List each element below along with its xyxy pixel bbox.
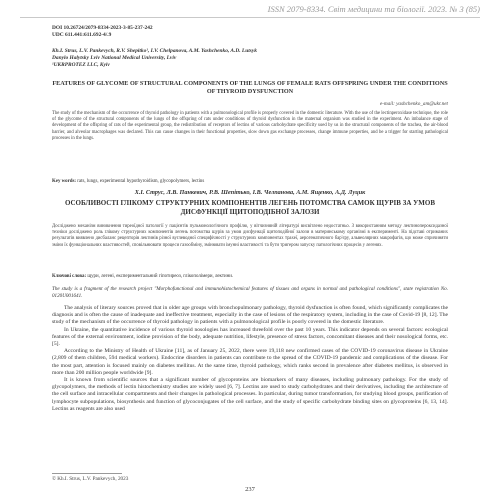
footer-copyright: © Kh.I. Strus, L.V. Pankevych, 2023 xyxy=(52,476,129,482)
body-paragraph: In Ukraine, the quantitative incidence of various thyroid nosologies has increased threefold over the past 10 years. This indicator depends on several factors: ecological features of the external environment, iodine provision of the body, adequate nutrition, lifestyle, presence of stress factors, concomitant diseases and their nosological forms, etc. [5]. xyxy=(52,326,448,348)
page-number: 237 xyxy=(245,486,255,493)
abstract-ua: Досліджено механізм виникнення тиреоїдної патології у пацієнтів пульмонологічного профілю, у вітчизняній літературі висвітлено недостатньо. З використанням методу лектинопероксидазної техніки досліджено роль глікому структурних компонентів легень потомства щурів за умов дисфункції щитоподібної залози в материнському організмі в експерименті. На підставі отриманих результатів виявлено дисбаланс рецепторів лектинів різної вуглеводної специфічності у структурних компонентах трахеї, аерогематичного бар'єру, альвеолярних макрофагів, що може спричиняти зміни їх функціональних властивостей, сповільнювати процеси газообміну, змінювати імунні властивості та бути тригером запуску патологічних процесів у легенях. xyxy=(52,224,448,248)
authors-ua: Х.І. Струс, Л.В. Панкевич, Р.В. Шепітько, І.В. Челпанова, А.М. Ященко, А.Д. Луцик xyxy=(134,189,366,196)
udc-line: UDC 611.441:611.692-4/.9 xyxy=(52,32,112,39)
footer-divider xyxy=(52,473,122,474)
contact-email: e-mail: yashchenko_am@ukr.net xyxy=(379,101,448,107)
affiliation-secondary: ¹UKRPROTEZ LLC, Kyiv xyxy=(52,62,110,69)
research-project-note: The study is a fragment of the research project "Morphofunctional and immunohistochemical features of tissues and organs in normal and pathological conditions", state registration No. 0120U001641. xyxy=(52,286,448,299)
article-body xyxy=(52,305,448,413)
keywords-ua-label: Ключові слова: xyxy=(52,274,87,279)
keywords-en xyxy=(52,179,448,185)
body-paragraph: The analysis of literary sources proved that in older age groups with bronchopulmonary pathology, thyroid dysfunction is often found, which significantly complicates the diagnosis and is often the cause of inadequate and ineffective treatment, especially in the case of lesions of the respiratory system, including in the case of Covid-19 [8, 12]. The study of the mechanism of the occurrence of thyroid pathology in patients with a pulmonological profile is poorly covered in the domestic literature. xyxy=(52,305,448,326)
authors-en: Kh.I. Strus, L.V. Pankevych, R.V. Shepitko¹, I.V. Chelpanova, A.M. Yashchenko, A.D. Lutsyk xyxy=(52,48,257,54)
keywords-ua-values: щури, легені, експериментальний гіпотиреоз, глікополімери, лектини. xyxy=(87,274,234,279)
keywords-ua xyxy=(52,274,448,280)
body-paragraph: According to the Ministry of Health of Ukraine [11], as of January 25, 2022, there were 19,118 new confirmed cases of the COVID-19 coronavirus disease in Ukraine (2,809 of them children, 594 medical workers). Endocrine disorders in patients can contribute to the spread of the COVID-19 pandemic and complications of the disease. For the most part, attention is focused mainly on diabetes mellitus. At the same time, thyroid pathology, which ranks second in prevalence after diabetes mellitus, is observed in more than 200 million people worldwide [9]. xyxy=(52,348,448,376)
authors-block-en xyxy=(52,48,257,70)
keywords-en-values: rats, lungs, experimental hypothyroidism, glycopolymers, lectins xyxy=(77,179,205,184)
affiliation-primary: Danylo Halytsky Lviv National Medical University, Lviv xyxy=(52,55,177,62)
doi-line: DOI 10.26724/2079-8334-2023-3-85-237-242 xyxy=(52,25,153,31)
body-paragraph: It is known from scientific sources that a significant number of glycoproteins are biomarkers of many diseases, including pulmonary pathology. For the study of glycopolymers, the methods of lectin histochemistry studies are widely used [6, 7]. Lectins are used to study carbohydrates and their derivatives, including the architecture of the cell surface and intracellular compartments and their changes in pathological processes. In particular, during tumor transformation, for studying blood groups, purification of lymphocyte subpopulations, biosynthesis and function of glycoconjugates of the cell surface, and the study of specific carbohydrate binding sites on glycoproteins [6, 13, 14]. Lectins as reagents are also used xyxy=(52,377,448,412)
keywords-en-label: Key words: xyxy=(52,179,77,184)
header-divider xyxy=(20,17,480,18)
article-title-ua: ОСОБЛИВОСТІ ГЛІКОМУ СТРУКТУРНИХ КОМПОНЕНТІВ ЛЕГЕНЬ ПОТОМСТВА САМОК ЩУРІВ ЗА УМОВ ДИСФУНКЦІЇ ЩИТОПОДІБНОЇ ЗАЛОЗИ xyxy=(64,199,436,216)
article-meta xyxy=(52,25,153,40)
journal-header: ISSN 2079-8334. Світ медицини та біології. 2023. № 3 (85) xyxy=(267,4,480,14)
abstract-en: The study of the mechanism of the occurrence of thyroid pathology in patients with a pulmonological profile is properly covered in the domestic literature. With the use of the lectinperoxidase technique, the role of the glycome of the structural components of the lungs of the offspring of rats under conditions of thyroid dysfunction in the maternal organism was studied in the experiment. An imbalance stage of development of the offspring of rats of the experimental group, the redistribution of receptors of lectins of various carbohydrate specificity used by us in the structural components of the trachea, the air-blood barrier, and alveolar macrophages was declared. This can cause changes in their functional properties, slow down gas exchange processes, change immune properties, and be a trigger for starting pathological processes in the lungs. xyxy=(52,111,448,141)
article-title-en: FEATURES OF GLYCOME OF STRUCTURAL COMPONENTS OF THE LUNGS OF FEMALE RATS OFFSPRING UNDER THE CONDITIONS OF THYROID DYSFUNCTION xyxy=(52,80,448,95)
